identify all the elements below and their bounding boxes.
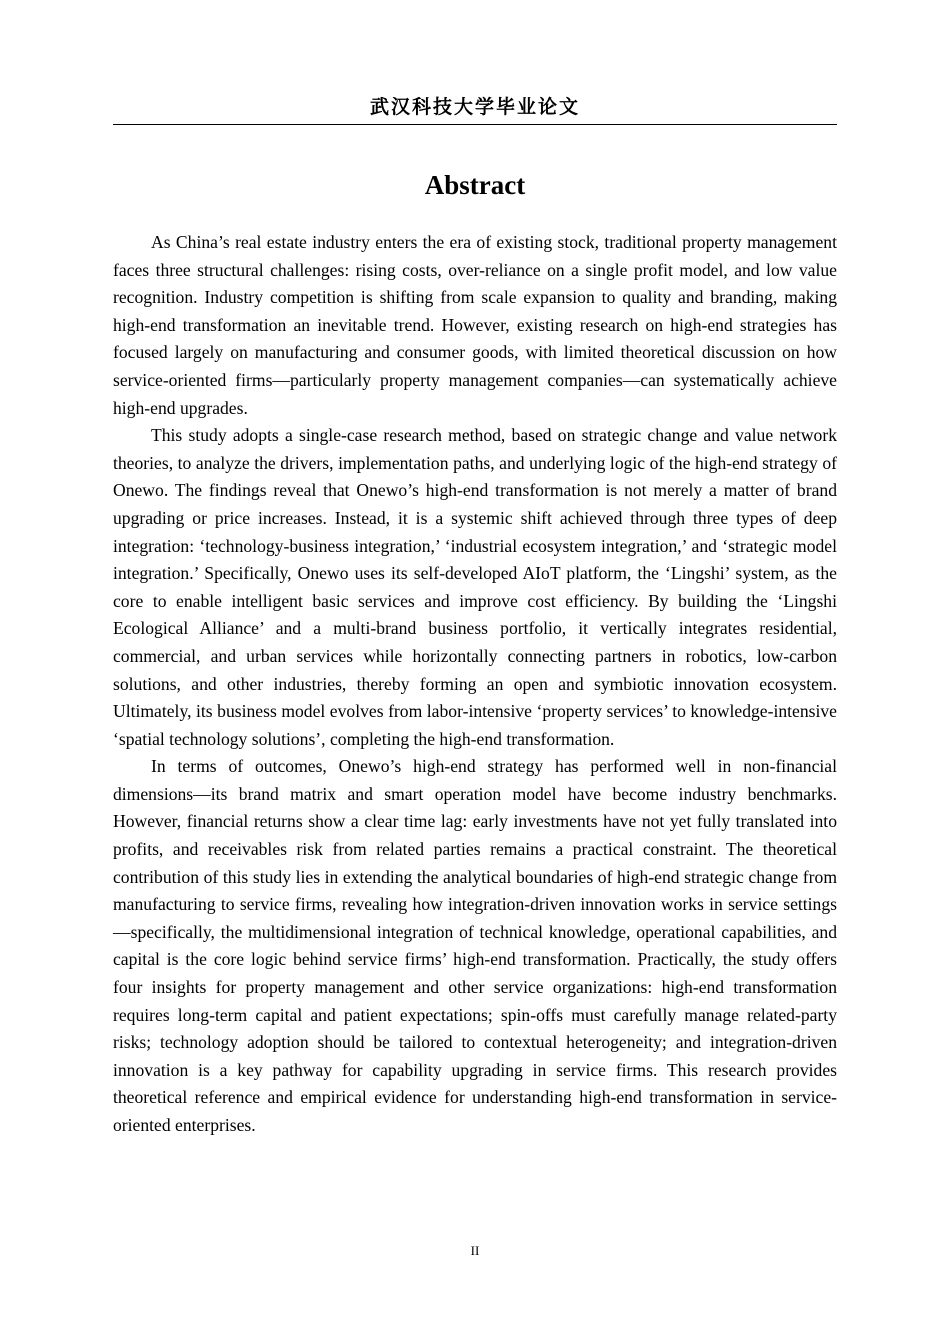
page-title: Abstract bbox=[424, 170, 526, 200]
abstract-paragraph-1: As China’s real estate industry enters the era of existing stock, traditional property management faces three structural challenges: rising costs, over-reliance on a single profit model, and low value recognition. Industry competition is shifting from scale expansion to quality and branding, making high-end transformation an inevitable trend. However, existing research on high-end strategies has focused largely on manufacturing and consumer goods, with limited theoretical discussion on how service-oriented firms—particularly property management companies—can systematically achieve high-end upgrades. bbox=[113, 232, 837, 418]
page-number: II bbox=[470, 1243, 480, 1258]
abstract-paragraph-2: This study adopts a single-case research method, based on strategic change and value network theories, to analyze the drivers, implementation paths, and underlying logic of the high-end strategy of Onewo. The findings reveal that Onewo’s high-end transformation is not merely a matter of brand upgrading or price increases. Instead, it is a systemic shift achieved through three types of deep integration: ‘technology-business integration,’ ‘industrial ecosystem integration,’ and ‘strategic model integration.’ Specifically, Onewo uses its self-developed AIoT platform, the ‘Lingshi’ system, as the core to enable intelligent basic services and improve cost efficiency. By building the ‘Lingshi Ecological Alliance’ and a multi-brand business portfolio, it vertically integrates residential, commercial, and urban services while horizontally connecting partners in robotics, low-carbon solutions, and other industries, thereby forming an open and symbiotic innovation ecosystem. Ultimately, its business model evolves from labor-intensive ‘property services’ to knowledge-intensive ‘spatial technology solutions’, completing the high-end transformation. bbox=[113, 425, 837, 749]
abstract-body bbox=[113, 229, 837, 1140]
running-header: 武汉科技大学毕业论文 bbox=[369, 96, 580, 118]
header-divider bbox=[113, 124, 837, 125]
abstract-paragraph-3: In terms of outcomes, Onewo’s high-end strategy has performed well in non-financial dimensions—its brand matrix and smart operation model have become industry benchmarks. However, financial returns show a clear time lag: early investments have not yet fully translated into profits, and receivables risk from related parties remains a practical constraint. The theoretical contribution of this study lies in extending the analytical boundaries of high-end strategic change from manufacturing to service firms, revealing how integration-driven innovation works in service settings—specifically, the multidimensional integration of technical knowledge, operational capabilities, and capital is the core logic behind service firms’ high-end transformation. Practically, the study offers four insights for property management and other service organizations: high-end transformation requires long-term capital and patient expectations; spin-offs must carefully manage related-party risks; technology adoption should be tailored to contextual heterogeneity; and integration-driven innovation is a key pathway for capability upgrading in service firms. This research provides theoretical reference and empirical evidence for understanding high-end transformation in service-oriented enterprises. bbox=[113, 756, 837, 1135]
